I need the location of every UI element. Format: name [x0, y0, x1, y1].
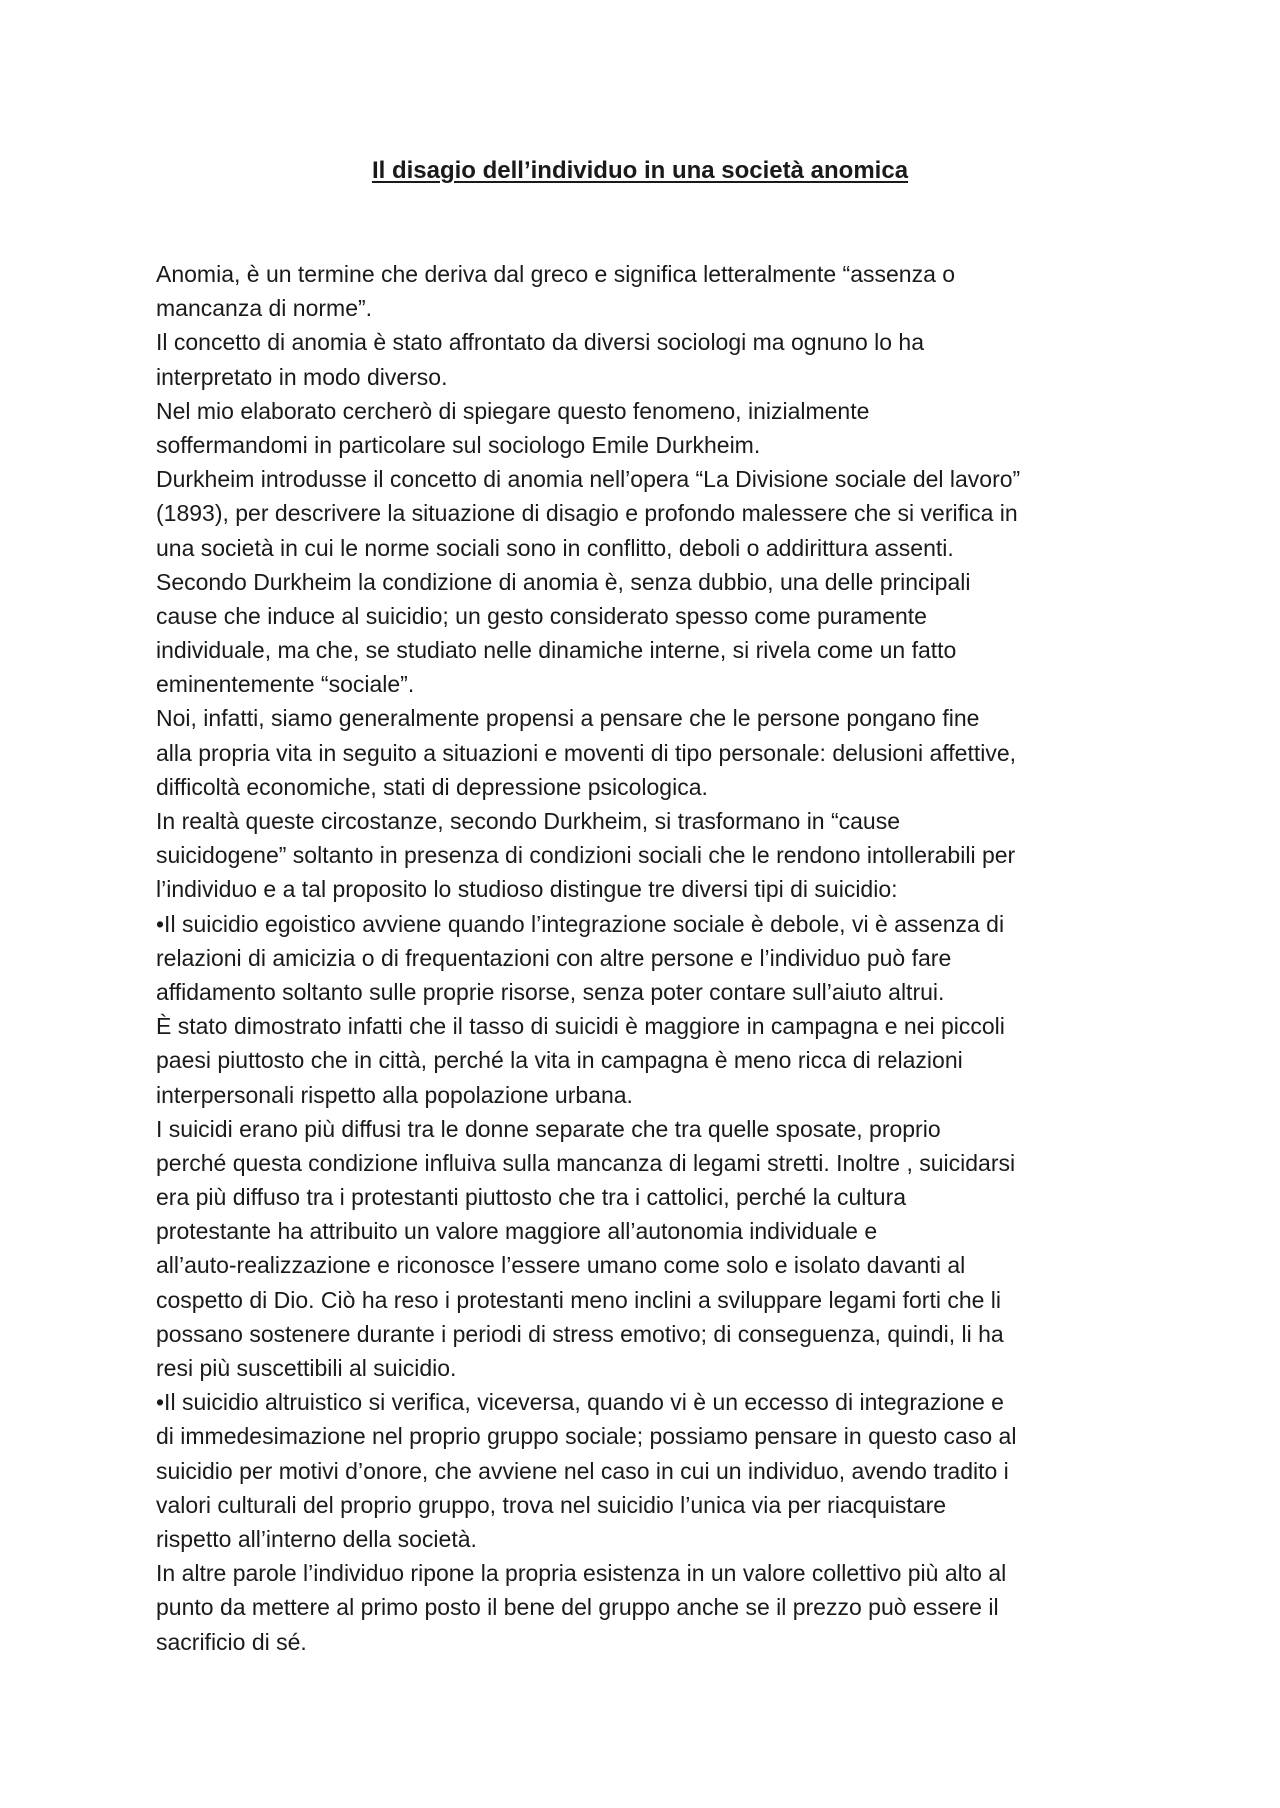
text-line: Anomia, è un termine che deriva dal greco e significa letteralmente “assenza o — [156, 261, 956, 287]
text-line: Secondo Durkheim la condizione di anomia è, senza dubbio, una delle principali — [156, 568, 971, 595]
text-line: individuale, ma che, se studiato nelle dinamiche interne, si rivela come un fatto — [156, 637, 957, 664]
text-line: cause che induce al suicidio; un gesto considerato spesso come puramente — [156, 602, 927, 629]
text-line: È stato dimostrato infatti che il tasso di suicidi è maggiore in campagna e nei piccoli — [156, 1013, 1005, 1040]
text-line: punto da mettere al primo posto il bene del gruppo anche se il prezzo può essere il — [156, 1594, 999, 1621]
text-line: soffermandomi in particolare sul sociologo Emile Durkheim. — [156, 431, 761, 458]
text-line: alla propria vita in seguito a situazioni e moventi di tipo personale: delusioni affettive, — [156, 739, 1017, 766]
text-line: all’auto-realizzazione e riconosce l’essere umano come solo e isolato davanti al — [156, 1252, 966, 1279]
text-line: interpersonali rispetto alla popolazione urbana. — [156, 1081, 633, 1108]
text-line: rispetto all’interno della società. — [156, 1525, 477, 1552]
text-line: l’individuo e a tal proposito lo studioso distingue tre diversi tipi di suicidio: — [156, 876, 898, 903]
text-line: di immedesimazione nel proprio gruppo sociale; possiamo pensare in questo caso al — [156, 1423, 1017, 1450]
text-line: Il concetto di anomia è stato affrontato da diversi sociologi ma ognuno lo ha — [156, 329, 924, 356]
text-line: In altre parole l’individuo ripone la propria esistenza in un valore collettivo più alto al — [156, 1560, 1007, 1587]
text-line: (1893), per descrivere la situazione di disagio e profondo malessere che si verifica in — [156, 500, 1018, 527]
text-line: difficoltà economiche, stati di depressione psicologica. — [156, 773, 708, 800]
text-line: resi più suscettibili al suicidio. — [156, 1355, 457, 1381]
text-line: sacrificio di sé. — [156, 1628, 307, 1655]
text-line: I suicidi erano più diffusi tra le donne separate che tra quelle sposate, proprio — [156, 1115, 941, 1142]
text-line: perché questa condizione influiva sulla mancanza di legami stretti. Inoltre , suicidarsi — [156, 1149, 1016, 1176]
text-line: possano sostenere durante i periodi di stress emotivo; di conseguenza, quindi, li ha — [156, 1320, 1004, 1347]
document-title: Il disagio dell’individuo in una società anomica — [371, 157, 909, 184]
text-line: mancanza di norme”. — [156, 295, 373, 322]
text-line: era più diffuso tra i protestanti piuttosto che tra i cattolici, perché la cultura — [156, 1184, 907, 1211]
text-line: suicidogene” soltanto in presenza di condizioni sociali che le rendono intollerabili per — [156, 842, 1016, 869]
text-line: cospetto di Dio. Ciò ha reso i protestanti meno inclini a sviluppare legami forti che li — [156, 1286, 1002, 1313]
text-line: valori culturali del proprio gruppo, trova nel suicidio l’unica via per riacquistare — [156, 1491, 947, 1518]
text-line: una società in cui le norme sociali sono in conflitto, deboli o addirittura assenti. — [156, 534, 954, 561]
text-line: suicidio per motivi d’onore, che avviene nel caso in cui un individuo, avendo tradito i — [156, 1457, 1009, 1484]
text-line: eminentemente “sociale”. — [156, 671, 415, 698]
text-line: interpretato in modo diverso. — [156, 363, 448, 390]
document-body — [156, 257, 1146, 1659]
text-line: relazioni di amicizia o di frequentazioni con altre persone e l’individuo può fare — [156, 944, 952, 971]
text-line: Noi, infatti, siamo generalmente propensi a pensare che le persone pongano fine — [156, 705, 980, 732]
text-line: •Il suicidio altruistico si verifica, viceversa, quando vi è un eccesso di integrazione e — [156, 1389, 1004, 1416]
text-line: paesi piuttosto che in città, perché la vita in campagna è meno ricca di relazioni — [156, 1047, 963, 1074]
text-line: Nel mio elaborato cercherò di spiegare questo fenomeno, inizialmente — [156, 397, 870, 424]
text-line: Durkheim introdusse il concetto di anomia nell’opera “La Divisione sociale del lavoro” — [156, 466, 1021, 493]
text-line: affidamento soltanto sulle proprie risorse, senza poter contare sull’aiuto altrui. — [156, 978, 945, 1005]
text-line: In realtà queste circostanze, secondo Durkheim, si trasformano in “cause — [156, 808, 901, 834]
text-line: •Il suicidio egoistico avviene quando l’integrazione sociale è debole, vi è assenza di — [156, 910, 1005, 937]
text-line: protestante ha attribuito un valore maggiore all’autonomia individuale e — [156, 1218, 878, 1245]
